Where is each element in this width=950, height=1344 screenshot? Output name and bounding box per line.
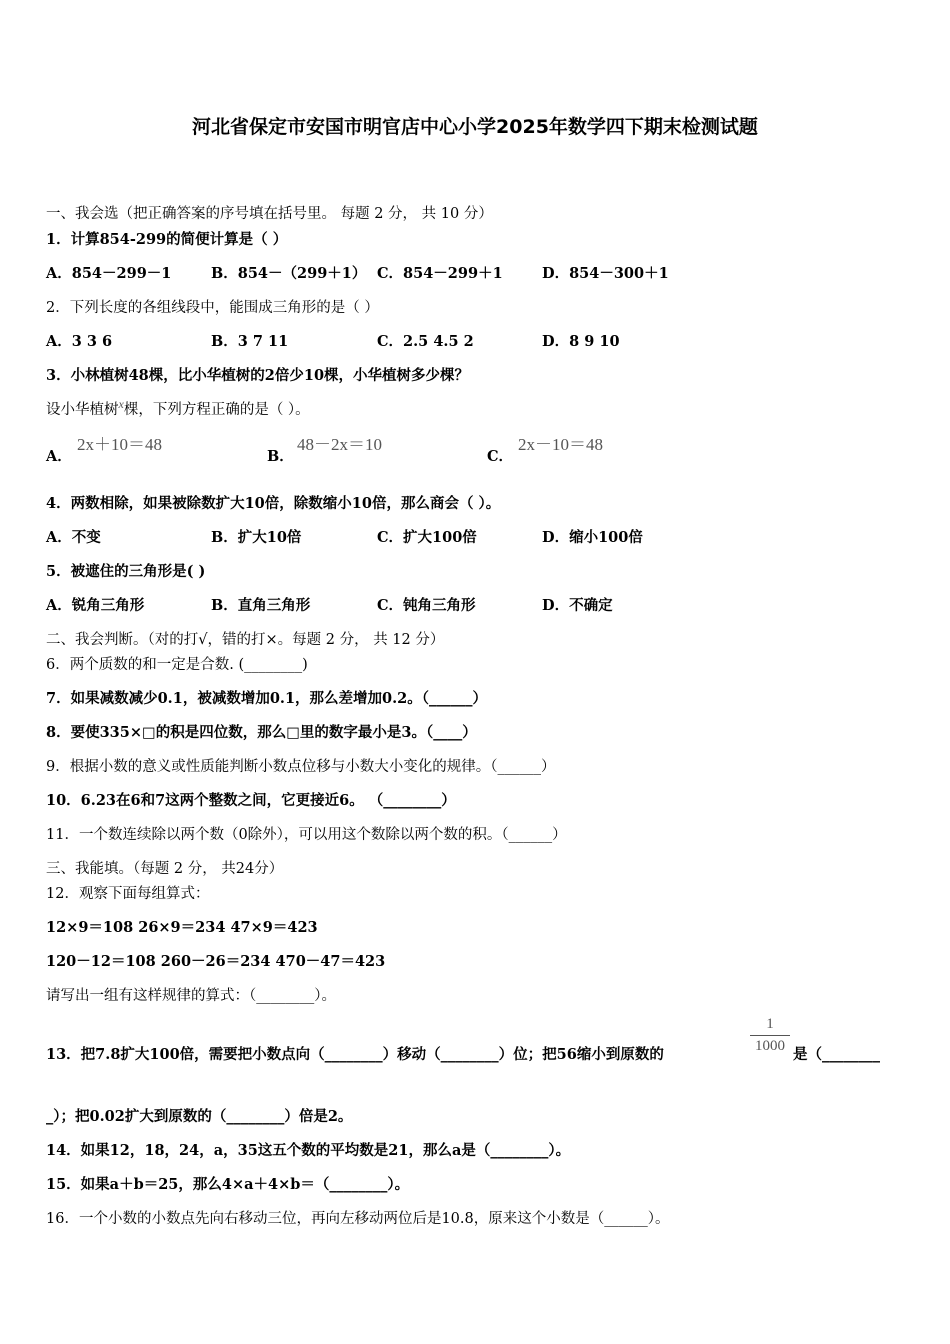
q3-formula-c: 2x－10＝48 bbox=[518, 435, 603, 454]
q3-option-c: C． bbox=[487, 448, 514, 465]
question-5: 5．被遮住的三角形是( ) bbox=[46, 563, 206, 580]
q1-option-b: B．854－（299＋1） bbox=[211, 265, 367, 282]
q2-option-a: A．3 3 6 bbox=[46, 333, 113, 350]
question-11: 11．一个数连续除以两个数（0除外），可以用这个数除以两个数的积。（______） bbox=[46, 827, 567, 843]
question-7: 7．如果减数减少0.1，被减数增加0.1，那么差增加0.2。（______） bbox=[46, 690, 488, 707]
q3-formula-b: 48－2x＝10 bbox=[297, 435, 382, 454]
fraction-denominator: 1000 bbox=[755, 1038, 785, 1054]
fraction-numerator: 1 bbox=[766, 1016, 774, 1032]
q5-option-d: D．不确定 bbox=[542, 597, 613, 614]
q3-option-a: A． bbox=[46, 448, 72, 465]
question-4: 4．两数相除，如果被除数扩大10倍，除数缩小10倍，那么商会（ ）。 bbox=[46, 495, 501, 512]
q3-setup-prefix: 设小华植树 bbox=[46, 402, 119, 418]
section-3-heading: 三、我能填。（每题 2 分， 共24分） bbox=[46, 861, 284, 877]
q2-option-d: D．8 9 10 bbox=[542, 333, 620, 350]
question-3: 3．小林植树48棵，比小华植树的2倍少10棵，小华植树多少棵？ bbox=[46, 367, 470, 384]
question-13-end: 是（________ bbox=[793, 1046, 880, 1063]
question-15: 15．如果a＋b＝25，那么4×a＋4×b＝（________）。 bbox=[46, 1176, 410, 1193]
q1-option-a: A．854－299－1 bbox=[46, 265, 172, 282]
q5-option-b: B．直角三角形 bbox=[211, 597, 311, 614]
q5-option-a: A．锐角三角形 bbox=[46, 597, 145, 614]
question-14: 14．如果12，18，24，a，35这五个数的平均数是21，那么a是（________）。 bbox=[46, 1142, 571, 1159]
q2-option-b: B．3 7 11 bbox=[211, 333, 289, 350]
q4-option-d: D．缩小100倍 bbox=[542, 529, 643, 546]
q1-option-c: C．854－299＋1 bbox=[377, 265, 503, 282]
q4-option-a: A．不变 bbox=[46, 529, 101, 546]
question-3-setup bbox=[46, 398, 310, 419]
question-16: 16．一个小数的小数点先向右移动三位，再向左移动两位后是10.8，原来这个小数是（______）。 bbox=[46, 1211, 670, 1227]
q3-setup-suffix: 棵，下列方程正确的是（ ）。 bbox=[123, 402, 310, 418]
question-10: 10．6.23在6和7这两个整数之间，它更接近6。 （________） bbox=[46, 792, 456, 809]
question-13-continued: _）；把0.02扩大到原数的（________）倍是2。 bbox=[46, 1108, 353, 1125]
q3-formula-a: 2x＋10＝48 bbox=[77, 435, 162, 454]
question-1: 1．计算854-299的简便计算是（ ） bbox=[46, 231, 288, 248]
question-6: 6．两个质数的和一定是合数. (________) bbox=[46, 657, 308, 673]
q3-variable-x: x bbox=[118, 397, 124, 411]
q4-option-c: C．扩大100倍 bbox=[377, 529, 477, 546]
question-8: 8．要使335×□的积是四位数，那么□里的数字最小是3。（____） bbox=[46, 724, 477, 741]
section-1-heading: 一、我会选（把正确答案的序号填在括号里。 每题 2 分， 共 10 分） bbox=[46, 206, 493, 222]
question-13: 13．把7.8扩大100倍，需要把小数点向（________）移动（________）位；把56缩小到原数的 bbox=[46, 1046, 664, 1063]
q4-option-b: B．扩大10倍 bbox=[211, 529, 302, 546]
q3-option-b: B． bbox=[267, 448, 294, 465]
page-title: 河北省保定市安国市明官店中心小学2025年数学四下期末检测试题 bbox=[192, 116, 758, 138]
fraction-bar bbox=[750, 1035, 790, 1036]
question-12-row-1: 12×9＝108 26×9＝234 47×9＝423 bbox=[46, 919, 318, 936]
section-2-heading: 二、我会判断。（对的打√，错的打×。每题 2 分， 共 12 分） bbox=[46, 632, 445, 648]
q2-option-c: C．2.5 4.5 2 bbox=[377, 333, 474, 350]
question-12-row-2: 120－12＝108 260－26＝234 470－47＝423 bbox=[46, 953, 386, 970]
question-2: 2．下列长度的各组线段中，能围成三角形的是（ ） bbox=[46, 300, 379, 316]
question-12-prompt: 请写出一组有这样规律的算式：（________）。 bbox=[46, 988, 336, 1004]
question-9: 9．根据小数的意义或性质能判断小数点位移与小数大小变化的规律。（______） bbox=[46, 759, 556, 775]
q1-option-d: D．854－300＋1 bbox=[542, 265, 669, 282]
q5-option-c: C．钝角三角形 bbox=[377, 597, 476, 614]
question-12: 12．观察下面每组算式： bbox=[46, 886, 210, 902]
fraction-one-thousandth bbox=[750, 1016, 790, 1055]
